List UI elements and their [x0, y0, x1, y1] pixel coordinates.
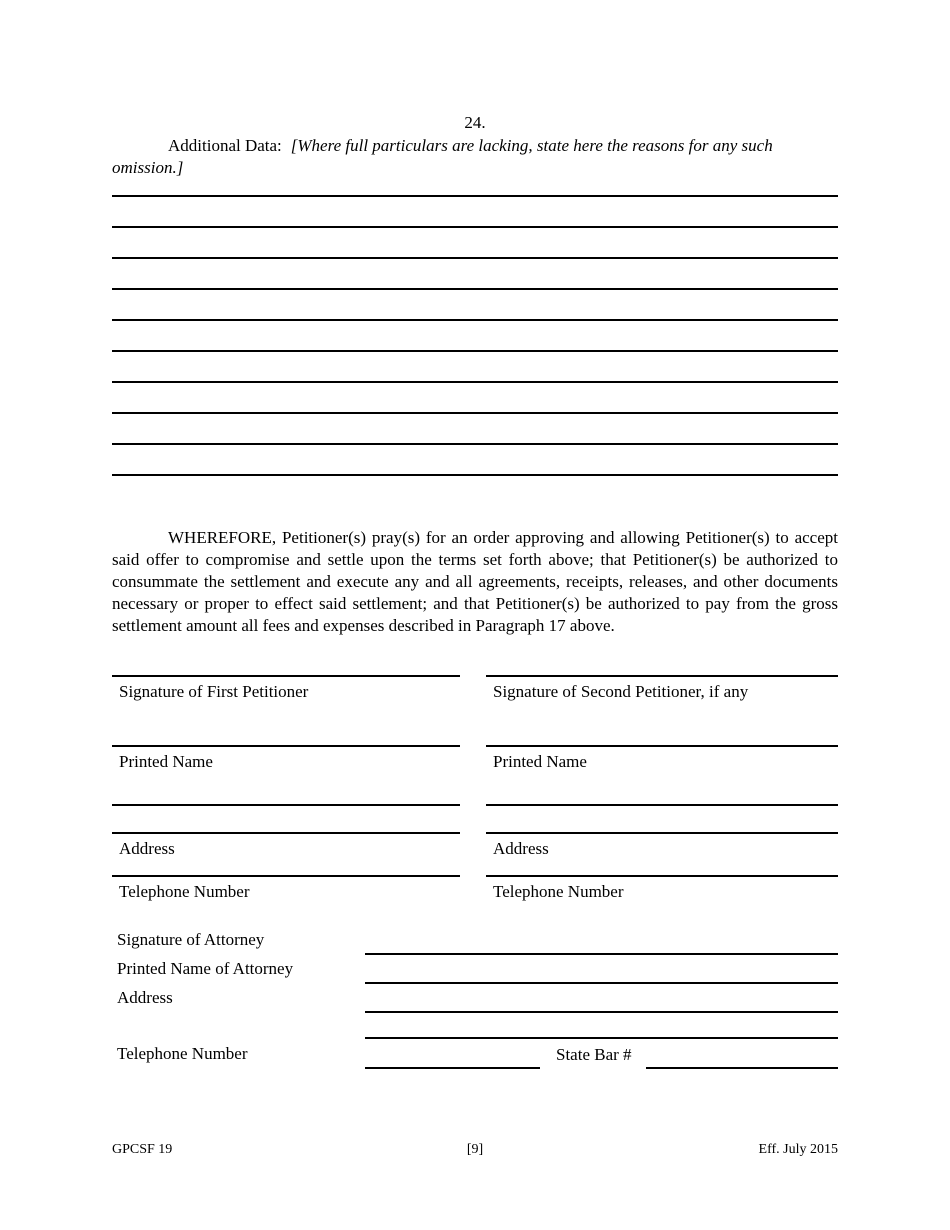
attorney-printed-name-label: Printed Name of Attorney [117, 959, 294, 978]
state-bar-line [646, 1067, 838, 1069]
attorney-address-row [112, 984, 838, 1013]
signature-label: Signature of First Petitioner [119, 682, 309, 701]
signature-line [486, 675, 838, 677]
printed-name-line [112, 745, 460, 747]
attorney-signature-line [365, 953, 838, 955]
telephone-label: Telephone Number [119, 882, 250, 901]
blank-write-line [112, 288, 838, 290]
blank-write-line [112, 195, 838, 197]
attorney-address-label: Address [117, 988, 173, 1007]
footer [112, 1141, 838, 1159]
wherefore-paragraph: WHEREFORE, Petitioner(s) pray(s) for an order approving and allowing Petitioner(s) to accept said offer to compromise and settle upon the terms set forth above; that Petitioner(s) be authorized to consummate the settlement and execute any and all agreements, receipts, releases, and other documents necessary or proper to effect said settlement; and that Petitioner(s) be authorized to pay from the gross settlement amount all fees and expenses described in Paragraph 17 above. [112, 528, 838, 635]
telephone-line [486, 875, 838, 877]
attorney-signature-block [112, 931, 838, 1069]
address-label: Address [119, 839, 175, 858]
address-line-2 [486, 832, 838, 834]
first-petitioner-signature-block [112, 675, 460, 903]
state-bar-label: State Bar # [556, 1045, 632, 1064]
section-number: 24. [464, 113, 486, 132]
attorney-signature-row [112, 931, 838, 955]
address-line-2 [112, 832, 460, 834]
blank-write-line [112, 381, 838, 383]
blank-write-line [112, 412, 838, 414]
address-line-1 [486, 804, 838, 806]
telephone-label: Telephone Number [493, 882, 624, 901]
printed-name-label: Printed Name [493, 752, 587, 771]
additional-data-label: Additional Data: [168, 136, 282, 155]
address-line-1 [112, 804, 460, 806]
blank-write-line [112, 474, 838, 476]
attorney-printed-name-line [365, 982, 838, 984]
omission-instruction: [Where full particulars are lacking, state here the reasons for any such omission.] [112, 136, 773, 177]
blank-write-line [112, 443, 838, 445]
additional-data-paragraph [112, 135, 838, 179]
attorney-address-row-2 [112, 1013, 838, 1039]
printed-name-line [486, 745, 838, 747]
attorney-address-line-1 [365, 1011, 838, 1013]
blank-lines-area [112, 195, 838, 476]
attorney-address-line-2 [365, 1037, 838, 1039]
attorney-signature-label: Signature of Attorney [117, 930, 265, 949]
footer-page-number: [9] [466, 1142, 484, 1157]
petitioner-signature-columns [112, 675, 838, 903]
address-label: Address [493, 839, 549, 858]
second-petitioner-signature-block [486, 675, 838, 903]
attorney-telephone-row [112, 1039, 838, 1069]
footer-form-number: GPCSF 19 [112, 1142, 173, 1157]
printed-name-label: Printed Name [119, 752, 213, 771]
blank-write-line [112, 226, 838, 228]
footer-effective-date: Eff. July 2015 [758, 1142, 838, 1157]
attorney-printed-name-row [112, 955, 838, 984]
attorney-telephone-line [365, 1067, 540, 1069]
attorney-telephone-label: Telephone Number [117, 1044, 248, 1063]
blank-write-line [112, 350, 838, 352]
blank-write-line [112, 319, 838, 321]
page-content [112, 0, 838, 1069]
signature-line [112, 675, 460, 677]
telephone-line [112, 875, 460, 877]
signature-label: Signature of Second Petitioner, if any [493, 682, 749, 701]
blank-write-line [112, 257, 838, 259]
